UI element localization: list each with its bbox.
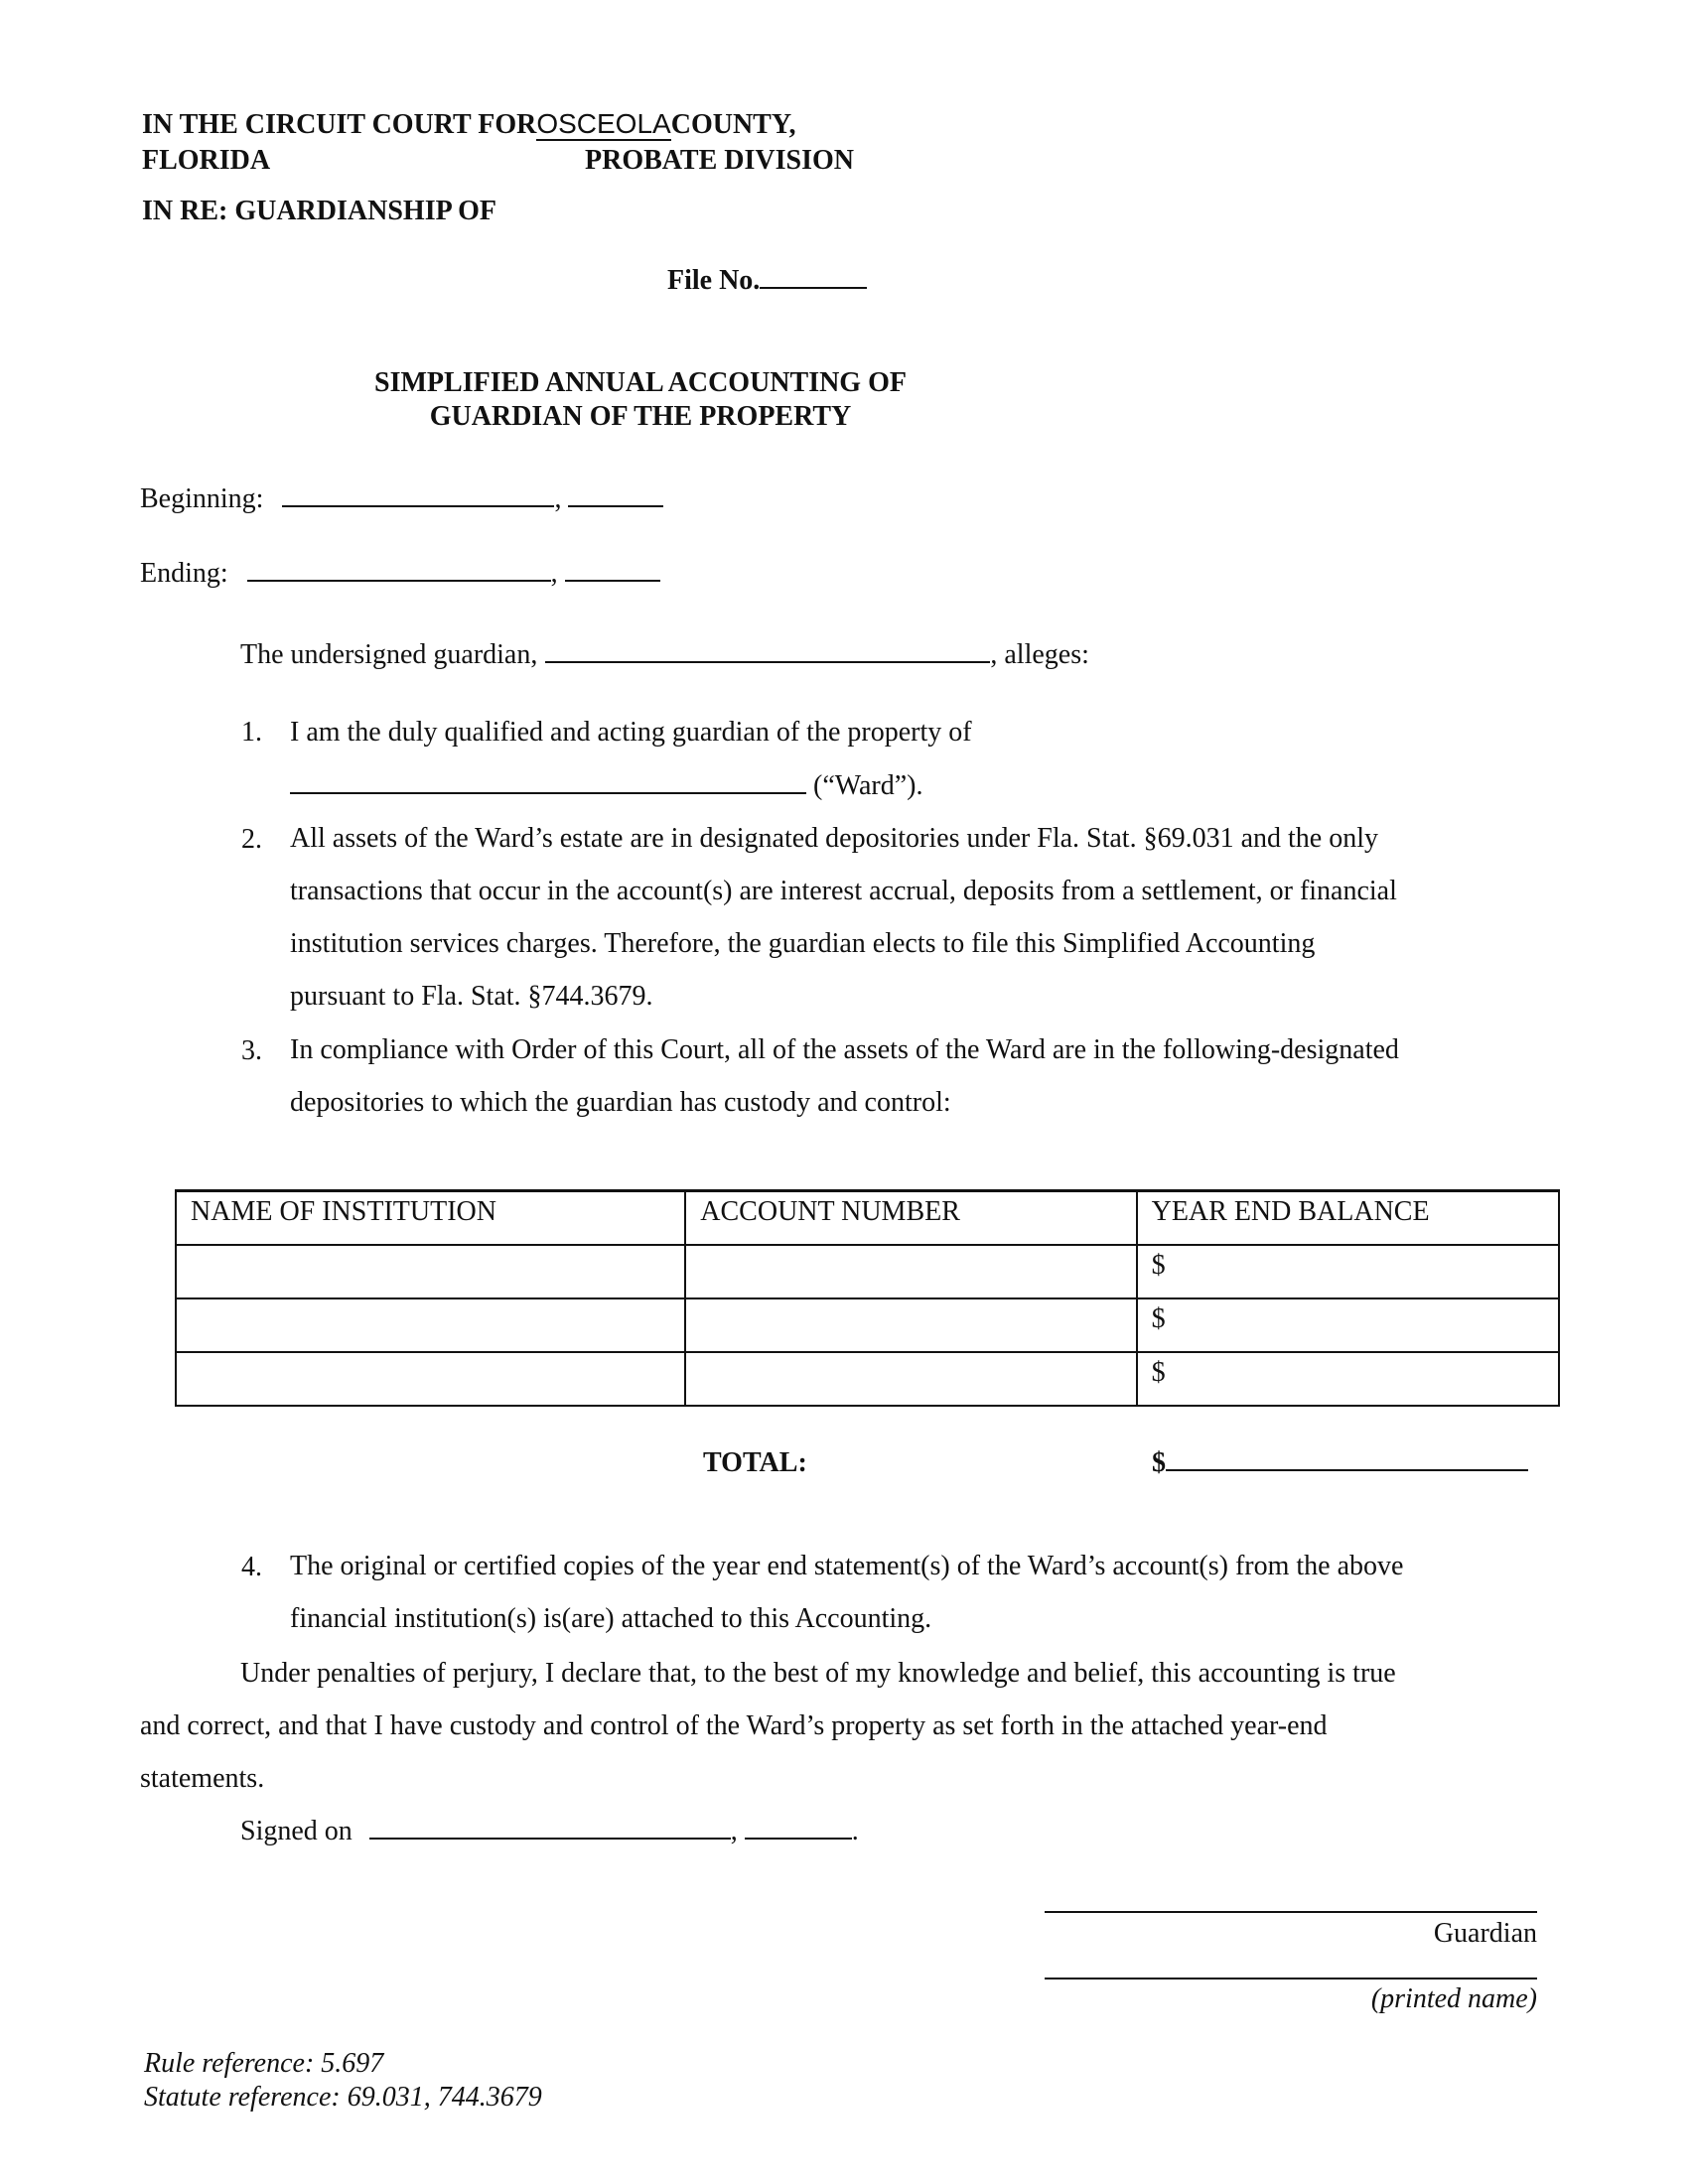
title-line-2: GUARDIAN OF THE PROPERTY <box>429 401 852 432</box>
file-no-label: File No. <box>667 265 761 296</box>
account-number-cell[interactable] <box>685 1298 1136 1352</box>
balance-cell[interactable]: $ <box>1137 1298 1559 1352</box>
account-number-cell[interactable] <box>685 1245 1136 1298</box>
court-heading <box>142 109 796 141</box>
ending-year-blank[interactable] <box>565 579 660 582</box>
printed-name-line[interactable] <box>1045 1978 1537 1979</box>
intro-prefix: The undersigned guardian, <box>240 639 538 670</box>
in-re-label: IN RE: GUARDIANSHIP OF <box>142 196 497 226</box>
beginning-row: Beginning: , <box>140 483 663 515</box>
ending-date-blank[interactable] <box>247 579 551 582</box>
header-year-end-balance: YEAR END BALANCE <box>1137 1191 1559 1246</box>
total-amount-blank[interactable] <box>1166 1468 1528 1471</box>
institution-cell[interactable] <box>176 1245 685 1298</box>
item-3-text <box>290 1024 1399 1129</box>
balance-cell[interactable]: $ <box>1137 1352 1559 1406</box>
item-number: 4. <box>241 1552 262 1582</box>
ending-row: Ending: , <box>140 558 660 590</box>
account-number-cell[interactable] <box>685 1352 1136 1406</box>
header-account-number: ACCOUNT NUMBER <box>685 1191 1136 1246</box>
printed-name-label: (printed name) <box>1370 1983 1537 2014</box>
item-4-line-2: financial institution(s) is(are) attached to this Accounting. <box>290 1603 932 1634</box>
ward-name-blank[interactable] <box>290 791 806 794</box>
item-number: 2. <box>241 824 262 855</box>
institution-cell[interactable] <box>176 1298 685 1352</box>
item-4-line-1: The original or certified copies of the year end statement(s) of the Ward’s account(s) from the above <box>290 1551 1404 1581</box>
rule-reference: Rule reference: 5.697 <box>144 2048 384 2079</box>
file-no-blank[interactable] <box>760 286 867 289</box>
beginning-date-blank[interactable] <box>282 504 554 507</box>
declaration-line-3: statements. <box>140 1763 265 1794</box>
intro-line <box>240 639 1089 671</box>
ending-label: Ending: <box>140 558 228 589</box>
item-1-line-2 <box>290 770 922 802</box>
item-3-line-1: In compliance with Order of this Court, all of the assets of the Ward are in the following-designated <box>290 1034 1399 1065</box>
header-institution: NAME OF INSTITUTION <box>176 1191 685 1246</box>
statute-reference: Statute reference: 69.031, 744.3679 <box>144 2082 542 2113</box>
item-4-text <box>290 1540 1403 1645</box>
table-row <box>176 1245 1559 1298</box>
beginning-year-blank[interactable] <box>568 504 663 507</box>
item-2-line-4: pursuant to Fla. Stat. §744.3679. <box>290 981 653 1012</box>
county-suffix: COUNTY, <box>670 109 796 140</box>
item-1-line-1: I am the duly qualified and acting guardian of the property of <box>290 717 972 748</box>
table-row <box>176 1298 1559 1352</box>
total-row <box>1152 1447 1528 1479</box>
county-name: OSCEOLA <box>536 108 671 139</box>
item-2-text <box>290 812 1397 1023</box>
guardian-name-blank[interactable] <box>545 660 990 663</box>
signed-year-blank[interactable] <box>745 1837 852 1840</box>
total-currency: $ <box>1152 1447 1166 1478</box>
declaration-line-2: and correct, and that I have custody and control of the Ward’s property as set forth in the attached year-end <box>140 1710 1328 1741</box>
declaration-line-1: Under penalties of perjury, I declare that, to the best of my knowledge and belief, this accounting is true <box>240 1658 1396 1689</box>
item-number: 3. <box>241 1035 262 1066</box>
item-2-line-3: institution services charges. Therefore, the guardian elects to file this Simplified Accounting <box>290 928 1316 959</box>
table-row <box>176 1352 1559 1406</box>
item-3-line-2: depositories to which the guardian has custody and control: <box>290 1087 951 1118</box>
institution-cell[interactable] <box>176 1352 685 1406</box>
table-header-row <box>176 1191 1559 1246</box>
file-no <box>667 265 867 297</box>
item-2-line-2: transactions that occur in the account(s) are interest accrual, deposits from a settlement, or financial <box>290 876 1397 906</box>
intro-suffix: , alleges: <box>990 639 1089 670</box>
balance-cell[interactable]: $ <box>1137 1245 1559 1298</box>
title-line-1: SIMPLIFIED ANNUAL ACCOUNTING OF <box>374 367 907 398</box>
state-label: FLORIDA <box>142 145 271 176</box>
guardian-label: Guardian <box>1433 1918 1537 1949</box>
accounts-table <box>175 1189 1560 1407</box>
guardian-signature-line[interactable] <box>1045 1911 1537 1913</box>
signed-on-label: Signed on <box>240 1816 353 1846</box>
beginning-label: Beginning: <box>140 483 264 514</box>
division-label: PROBATE DIVISION <box>585 145 854 176</box>
item-2-line-1: All assets of the Ward’s estate are in designated depositories under Fla. Stat. §69.031 and the only <box>290 823 1378 854</box>
signed-on-row: Signed on , . <box>240 1816 859 1846</box>
item-number: 1. <box>241 717 262 748</box>
signed-date-blank[interactable] <box>369 1837 731 1840</box>
court-prefix: IN THE CIRCUIT COURT FOR <box>142 109 537 140</box>
total-label: TOTAL: <box>703 1447 807 1478</box>
ward-label: (“Ward”). <box>813 770 923 801</box>
